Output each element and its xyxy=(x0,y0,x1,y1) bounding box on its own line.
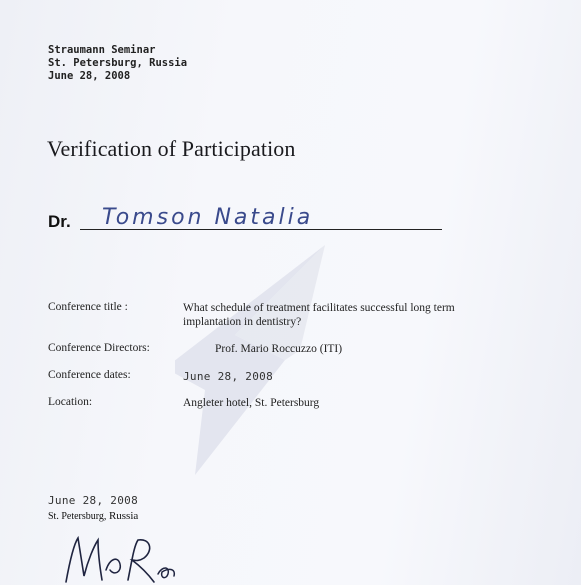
participant-prefix: Dr. xyxy=(48,212,71,231)
participant-name: Tomson Natalia xyxy=(102,205,314,230)
footer-date: June 28, 2008 xyxy=(48,494,138,507)
conference-dates-value: June 28, 2008 xyxy=(183,370,273,383)
seminar-header xyxy=(48,44,187,83)
page-title: Verification of Participation xyxy=(47,136,296,161)
conference-dates-label: Conference dates: xyxy=(48,369,131,381)
straumann-watermark-logo xyxy=(175,240,345,480)
location-label: Location: xyxy=(48,396,93,408)
conference-title-line2: implantation in dentistry? xyxy=(183,316,302,328)
footer-country: Russia xyxy=(108,510,139,522)
director-signature xyxy=(58,530,198,585)
header-location: St. Petersburg, Russia xyxy=(48,57,188,69)
conference-title-line1: What schedule of treatment facilitates successful long term xyxy=(183,302,455,314)
footer-city: St. Petersburg, xyxy=(48,511,107,522)
footer-place xyxy=(48,510,138,522)
location-value: Angleter hotel, St. Petersburg xyxy=(183,397,320,409)
header-date: June 28, 2008 xyxy=(48,70,131,82)
conference-directors-label: Conference Directors: xyxy=(48,342,150,354)
conference-title-label: Conference title : xyxy=(48,301,128,313)
header-seminar-name: Straumann Seminar xyxy=(48,44,156,56)
conference-directors-value: Prof. Mario Roccuzzo (ITI) xyxy=(215,343,343,355)
participant-name-handwritten xyxy=(88,198,388,239)
